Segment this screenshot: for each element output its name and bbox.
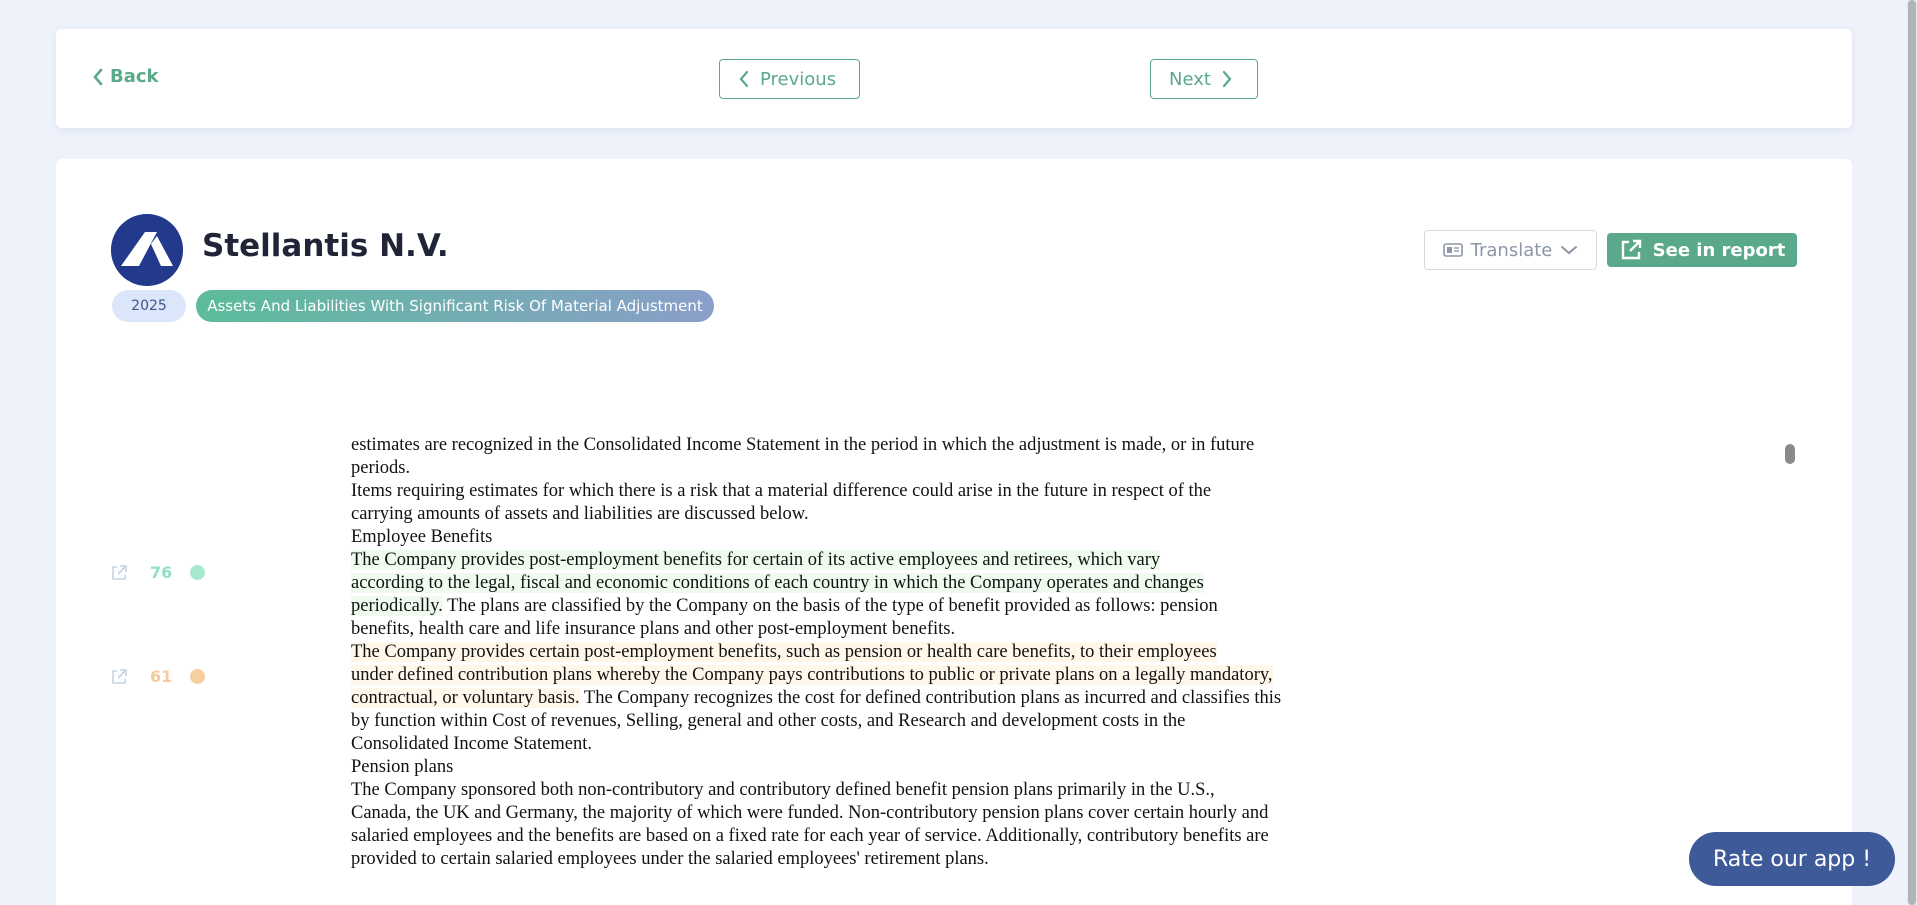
text-line: The Company sponsored both non-contributory and contributory defined benefit pension plans primarily in the U.S., bbox=[351, 780, 1215, 800]
highlighted-passage: according to the legal, fiscal and economic conditions of each country in which the Company operates and changes bbox=[351, 573, 1204, 593]
relevance-marker[interactable] bbox=[110, 563, 205, 582]
highlighted-passage: The Company provides post-employment benefits for certain of its active employees and retirees, which vary bbox=[351, 550, 1161, 570]
highlighted-passage: The Company provides certain post-employment benefits, such as pension or health care benefits, to their employees bbox=[351, 642, 1217, 662]
relevance-score: 61 bbox=[150, 667, 173, 686]
text-line bbox=[351, 595, 1361, 618]
text-line bbox=[351, 664, 1361, 687]
highlighted-passage: periodically. bbox=[351, 596, 443, 616]
previous-button[interactable] bbox=[719, 59, 860, 99]
text-line: Canada, the UK and Germany, the majority of which were funded. Non-contributory pension plans cover certain hourly and bbox=[351, 803, 1269, 823]
text-line: carrying amounts of assets and liabilities are discussed below. bbox=[351, 504, 809, 524]
text-line bbox=[351, 641, 1361, 664]
back-button[interactable] bbox=[92, 66, 159, 87]
text-line: Consolidated Income Statement. bbox=[351, 734, 592, 754]
relevance-dot bbox=[190, 669, 205, 684]
see-in-report-label: See in report bbox=[1652, 239, 1786, 261]
previous-label: Previous bbox=[760, 68, 837, 90]
external-link-icon[interactable] bbox=[110, 668, 128, 686]
text-line: periods. bbox=[351, 458, 411, 478]
year-badge: 2025 bbox=[112, 290, 186, 322]
next-button[interactable] bbox=[1150, 59, 1258, 99]
chevron-down-icon bbox=[1560, 244, 1578, 256]
external-link-icon bbox=[1619, 238, 1643, 262]
text-line: Items requiring estimates for which there is a risk that a material difference could arise in the future in respect of the bbox=[351, 481, 1212, 501]
translate-icon bbox=[1443, 242, 1463, 258]
text-line: provided to certain salaried employees under the salaried employees' retirement plans. bbox=[351, 849, 989, 869]
chevron-left-icon bbox=[738, 70, 750, 88]
highlighted-passage: under defined contribution plans whereby the Company pays contributions to public or private plans on a legally mandatory, bbox=[351, 665, 1273, 685]
company-logo bbox=[111, 214, 183, 286]
company-name: Stellantis N.V. bbox=[202, 228, 449, 264]
window-scrollbar[interactable] bbox=[1907, 0, 1917, 905]
chevron-left-icon bbox=[92, 68, 104, 86]
text-line: benefits, health care and life insurance plans and other post-employment benefits. bbox=[351, 619, 956, 639]
document-scrollbar[interactable] bbox=[1785, 444, 1795, 464]
see-in-report-button[interactable] bbox=[1607, 233, 1797, 267]
section-heading: Employee Benefits bbox=[351, 527, 493, 547]
logo-icon bbox=[111, 214, 183, 286]
section-heading: Pension plans bbox=[351, 757, 454, 777]
text-line: estimates are recognized in the Consolidated Income Statement in the period in which the adjustment is made, or in future bbox=[351, 435, 1255, 455]
text-segment: The Company recognizes the cost for defined contribution plans as incurred and classifies this bbox=[579, 688, 1282, 708]
rate-app-button[interactable]: Rate our app ! bbox=[1689, 832, 1895, 886]
relevance-marker[interactable] bbox=[110, 667, 205, 686]
back-label: Back bbox=[110, 66, 159, 87]
chevron-right-icon bbox=[1221, 70, 1233, 88]
text-line bbox=[351, 572, 1361, 595]
category-tag: Assets And Liabilities With Significant Risk Of Material Adjustment bbox=[196, 290, 714, 322]
text-line: by function within Cost of revenues, Selling, general and other costs, and Research and development costs in the bbox=[351, 711, 1186, 731]
top-navigation-bar bbox=[56, 29, 1852, 128]
text-line bbox=[351, 687, 1361, 710]
next-label: Next bbox=[1169, 68, 1211, 90]
document-text bbox=[351, 434, 1361, 871]
text-line bbox=[351, 549, 1361, 572]
relevance-score: 76 bbox=[150, 563, 173, 582]
highlighted-passage: contractual, or voluntary basis. bbox=[351, 688, 580, 708]
translate-label: Translate bbox=[1470, 239, 1553, 261]
text-segment: The plans are classified by the Company on the basis of the type of benefit provided as follows: pension bbox=[442, 596, 1218, 616]
external-link-icon[interactable] bbox=[110, 564, 128, 582]
translate-dropdown[interactable] bbox=[1424, 230, 1597, 270]
text-line: salaried employees and the benefits are based on a fixed rate for each year of service. Additionally, contributory benefits are bbox=[351, 826, 1269, 846]
relevance-dot bbox=[190, 565, 205, 580]
window-scrollbar-thumb[interactable] bbox=[1908, 0, 1916, 905]
